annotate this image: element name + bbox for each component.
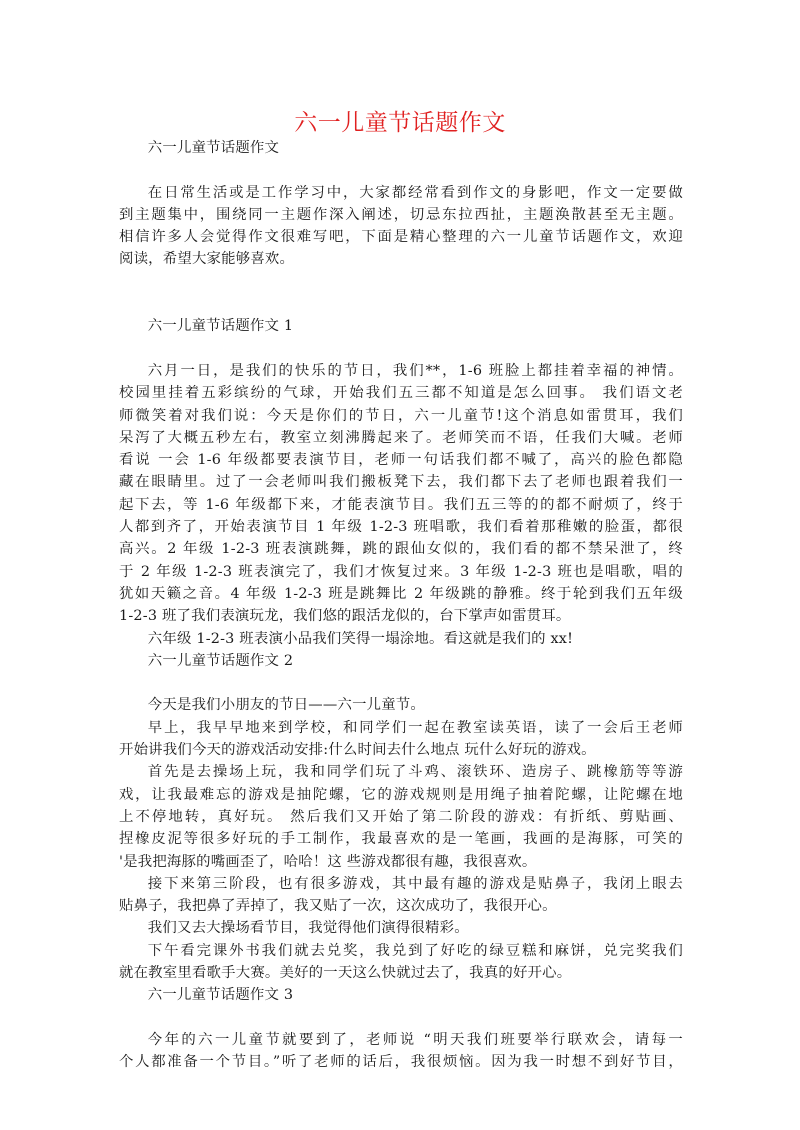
essay1-heading: 六一儿童节话题作文 1 bbox=[147, 318, 294, 335]
text-line: 就在教室里看歌手大赛。美好的一天这么快就过去了，我真的好开心。 bbox=[119, 964, 572, 981]
text-line: 到主题集中，围绕同一主题作深入阐述，切忌东拉西扯，主题涣散甚至无主题。 bbox=[119, 206, 683, 223]
essay2-heading: 六一儿童节话题作文 2 bbox=[147, 652, 294, 669]
essay1-paragraph-2: 六年级 1-2-3 班表演小品我们笑得一塌涂地。看这就是我们的 xx! bbox=[147, 630, 574, 647]
text-line: 六月一日，是我们的快乐的节日，我们**，1-6 班脸上都挂着幸福的神情。 bbox=[147, 362, 683, 379]
text-line: 于 2 年级 1-2-3 班表演完了，我们才恢复过来。3 年级 1-2-3 班也是唱歌，唱的 bbox=[119, 563, 683, 580]
text-line: 接下来第三阶段，也有很多游戏，其中最有趣的游戏是贴鼻子，我闭上眼去 bbox=[147, 875, 683, 892]
text-line: 首先是去操场上玩，我和同学们玩了斗鸡、滚铁环、造房子、跳橡筋等等游 bbox=[147, 764, 683, 781]
text-line: 早上，我早早地来到学校，和同学们一起在教室读英语，读了一会后王老师 bbox=[147, 719, 683, 736]
document-title: 六一儿童节话题作文 bbox=[294, 110, 506, 136]
text-line: 起下去，等 1-6 年级都下来，才能表演节目。我们五三等的的都不耐烦了，终于 bbox=[119, 496, 683, 513]
text-line: 戏，让我最难忘的游戏是抽陀螺，它的游戏规则是用绳子抽着陀螺，让陀螺在地 bbox=[119, 786, 683, 803]
text-line: 1-2-3 班了我们表演玩龙，我们悠的跟活龙似的，台下掌声如雷贯耳。 bbox=[119, 608, 571, 625]
text-line: 个人都准备一个节目。”听了老师的话后，我很烦恼。因为我一时想不到好节目， bbox=[119, 1054, 683, 1071]
text-line: 上不停地转，真好玩。 然后我们又开始了第二阶段的游戏：有折纸、剪贴画、 bbox=[119, 808, 683, 825]
text-line: 犹如天籁之音。4 年级 1-2-3 班是跳舞比 2 年级跳的静雅。终于轮到我们五年级 bbox=[119, 585, 683, 602]
text-line: 校园里挂着五彩缤纷的气球，开始我们五三都不知道是怎么回事。 我们语文老 bbox=[119, 385, 683, 402]
essay2-paragraph-1: 今天是我们小朋友的节日——六一儿童节。 bbox=[147, 697, 426, 714]
text-line: 今年的六一儿童节就要到了，老师说 “明天我们班要举行联欢会，请每一 bbox=[147, 1031, 683, 1048]
essay2-paragraph-4 bbox=[119, 873, 683, 918]
subtitle: 六一儿童节话题作文 bbox=[147, 140, 280, 156]
document-body bbox=[119, 137, 683, 1073]
essay3-heading: 六一儿童节话题作文 3 bbox=[147, 987, 294, 1004]
essay2-paragraph-3 bbox=[119, 761, 683, 872]
text-line: 下午看完课外书我们就去兑奖，我兑到了好吃的绿豆糕和麻饼，兑完奖我们 bbox=[147, 942, 683, 959]
text-line: 阅读，希望大家能够喜欢。 bbox=[119, 251, 295, 268]
text-line: 捏橡皮泥等很多好玩的手工制作，我最喜欢的是一笔画，我画的是海豚，可笑的 bbox=[119, 831, 683, 848]
text-line: 看说 一会 1-6 年级都要表演节目，老师一句话我们都不喊了，高兴的脸色都隐 bbox=[119, 452, 683, 469]
essay3-paragraph-1 bbox=[119, 1029, 683, 1074]
essay2-paragraph-5: 我们又去大操场看节目，我觉得他们演得很精彩。 bbox=[147, 920, 469, 937]
text-line: 人都到齐了，开始表演节目 1 年级 1-2-3 班唱歌，我们看着那稚嫩的脸蛋，都很 bbox=[119, 519, 683, 536]
text-line: 高兴。2 年级 1-2-3 班表演跳舞，跳的跟仙女似的，我们看的都不禁呆泄了，终 bbox=[119, 541, 683, 558]
essay1-paragraph-1 bbox=[119, 360, 683, 628]
text-line: 开始讲我们今天的游戏活动安排:什么时间去什么地点 玩什么好玩的游戏。 bbox=[119, 742, 596, 759]
text-line: 师微笑着对我们说：今天是你们的节日，六一儿童节!这个消息如雷贯耳，我们 bbox=[119, 407, 683, 424]
text-line: 呆泻了大概五秒左右，教室立刻沸腾起来了。老师笑而不语，任我们大喊。老师 bbox=[119, 429, 683, 446]
text-line: 贴鼻子，我把鼻了弄掉了，我又贴了一次，这次成功了，我很开心。 bbox=[119, 898, 557, 915]
essay2-paragraph-6 bbox=[119, 940, 683, 985]
text-line: '是我把海豚的嘴画歪了，哈哈！这 些游戏都很有趣，我很喜欢。 bbox=[119, 853, 537, 870]
essay2-paragraph-2 bbox=[119, 717, 683, 762]
text-line: 相信许多人会觉得作文很难写吧，下面是精心整理的六一儿童节话题作文，欢迎 bbox=[119, 229, 683, 246]
text-line: 在日常生活或是工作学习中，大家都经常看到作文的身影吧，作文一定要做 bbox=[147, 184, 683, 201]
text-line: 藏在眼睛里。过了一会老师叫我们搬板凳下去，我们都下去了老师也跟着我们一 bbox=[119, 474, 683, 491]
intro-paragraph bbox=[119, 182, 683, 271]
